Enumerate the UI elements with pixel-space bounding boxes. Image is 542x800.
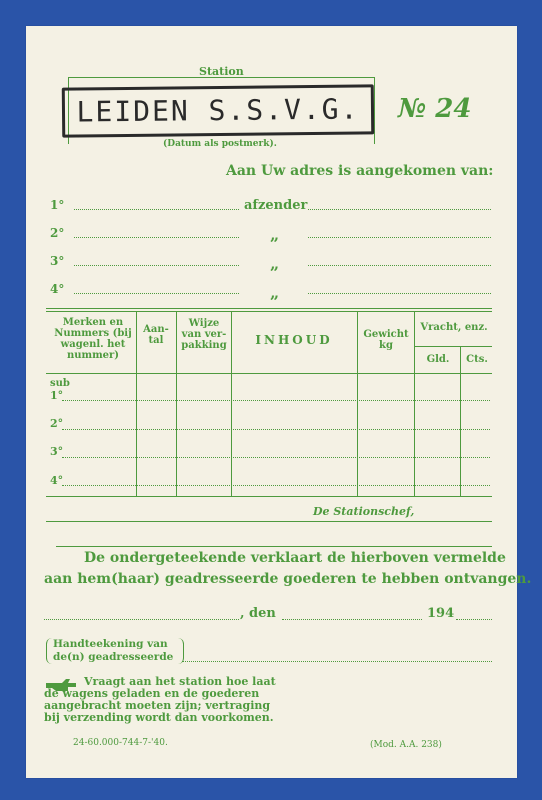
- sender-row-2-line-b: [308, 237, 491, 238]
- model-number: (Mod. A.A. 238): [370, 740, 442, 750]
- date-day-line: [282, 619, 422, 620]
- stationschef-label: De Stationschef,: [313, 505, 415, 518]
- sender-row-1-line-a: [74, 209, 239, 210]
- arrived-heading: Aan Uw adres is aangekomen van:: [226, 163, 494, 179]
- consignment-card: [26, 26, 532, 778]
- signature-label: [46, 638, 184, 664]
- notice-line-4: bij verzending wordt dan voorkomen.: [44, 711, 274, 724]
- table-row-2-label: 2°: [50, 417, 64, 430]
- table-row-4-line: [62, 485, 490, 486]
- ditto-mark-4: „: [270, 283, 280, 302]
- header-vracht: Vracht, enz.: [420, 322, 488, 333]
- table-top-rule-2: [46, 311, 492, 312]
- table-bottom-rule: [46, 496, 492, 497]
- notice-line-2: de wagens geladen en de goederen: [44, 687, 260, 700]
- station-label: Station: [196, 66, 247, 77]
- sender-row-3-line-a: [74, 265, 239, 266]
- datum-note: (Datum als postmerk).: [163, 139, 277, 149]
- col-rule-2: [176, 311, 177, 496]
- signature-line: [182, 661, 492, 662]
- header-gewicht: Gewicht kg: [363, 329, 409, 351]
- sender-row-1-line-b: [308, 209, 491, 210]
- declaration-line-1: De ondergeteekende verklaart de hierboven vermelde: [84, 550, 506, 566]
- date-year: 194: [427, 606, 455, 621]
- date-place-line: [44, 619, 239, 620]
- table-row-3-label: 3°: [50, 445, 64, 458]
- sender-row-4-line-b: [308, 293, 491, 294]
- table-row-3-line: [62, 457, 490, 458]
- header-cts: Cts.: [466, 354, 488, 365]
- header-aantal: Aan-tal: [143, 324, 169, 346]
- station-stamp: [62, 84, 375, 137]
- col-rule-1: [136, 311, 137, 496]
- sender-row-3-line-b: [308, 265, 491, 266]
- header-merken: Merken en Nummers (bij wagenl. het nummer): [54, 317, 132, 361]
- sender-row-1-number: 1°: [50, 198, 65, 212]
- declaration-rule: [56, 546, 492, 547]
- col-rule-5: [414, 311, 415, 496]
- sender-row-2-number: 2°: [50, 226, 65, 240]
- col-rule-6: [460, 346, 461, 496]
- sender-row-3-number: 3°: [50, 254, 65, 268]
- table-top-rule: [46, 308, 492, 309]
- table-row-4-label: 4°: [50, 474, 64, 487]
- separator-rule: [46, 521, 492, 522]
- header-inhoud: INHOUD: [255, 333, 333, 347]
- header-wijze: Wijze van ver-pakking: [181, 318, 227, 351]
- header-gld: Gld.: [426, 354, 450, 365]
- print-code: 24-60.000-744-7-'40.: [73, 738, 168, 748]
- stamp-text: LEIDEN S.S.V.G.: [76, 92, 360, 129]
- notice-block: [44, 676, 276, 724]
- table-row-2-line: [62, 429, 490, 430]
- table-row-1-line: [62, 400, 490, 401]
- signature-label-line-1: Handteekening van: [53, 638, 168, 650]
- form-number: № 24: [398, 94, 472, 124]
- date-den: , den: [240, 606, 276, 621]
- declaration-line-2: aan hem(haar) geadresseerde goederen te hebben ontvangen.: [44, 571, 532, 587]
- sub-label: sub: [50, 378, 70, 389]
- sender-row-4-line-a: [74, 293, 239, 294]
- ditto-mark-3: „: [270, 254, 280, 273]
- date-year-line: [456, 619, 492, 620]
- notice-line-1: Vraagt aan het station hoe laat: [84, 675, 276, 688]
- notice-line-3: aangebracht moeten zijn; vertraging: [44, 699, 271, 712]
- sender-row-2-line-a: [74, 237, 239, 238]
- ditto-mark-2: „: [270, 225, 280, 244]
- col-rule-3: [231, 311, 232, 496]
- table-row-1-label: 1°: [50, 389, 64, 402]
- sender-row-4-number: 4°: [50, 282, 65, 296]
- afzender-label: afzender: [244, 198, 308, 213]
- table-header-rule: [46, 373, 492, 374]
- signature-label-line-2: de(n) geadresseerde: [53, 651, 174, 663]
- col-rule-4: [357, 311, 358, 496]
- table-subheader-rule: [414, 346, 492, 347]
